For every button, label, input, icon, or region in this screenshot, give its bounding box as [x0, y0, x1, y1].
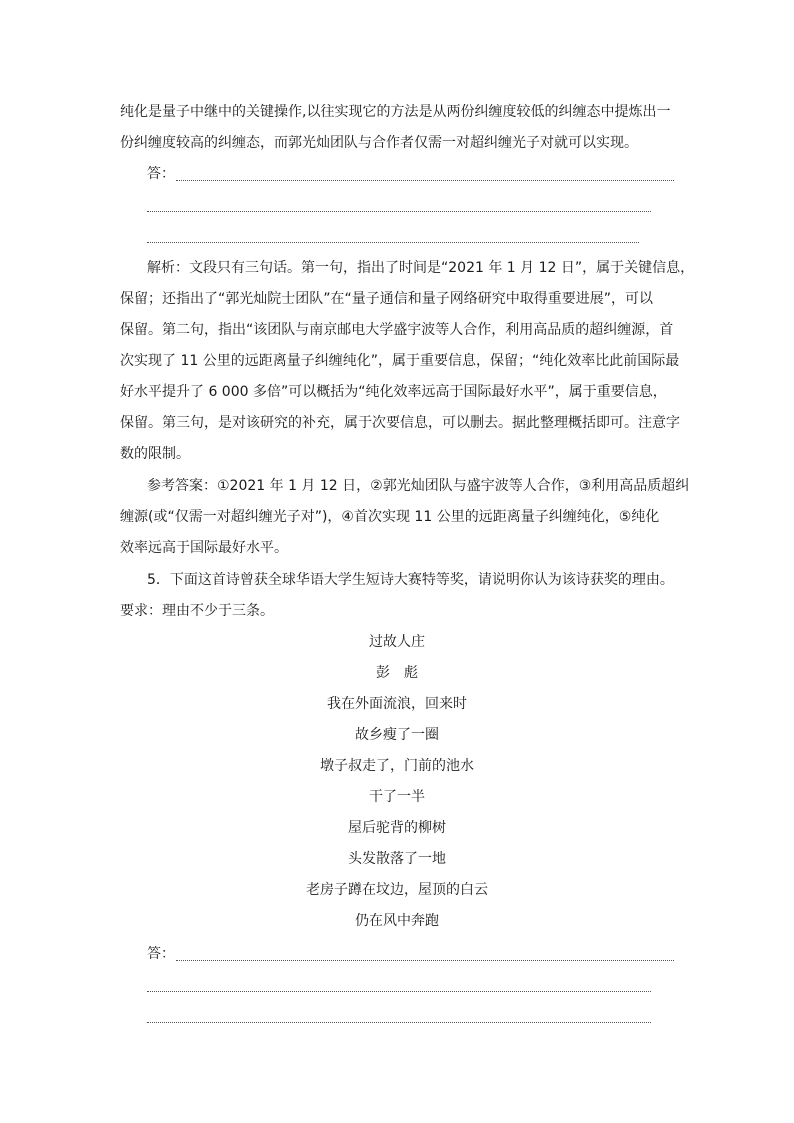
passage-line-1: 纯化是量子中继中的关键操作,以往实现它的方法是从两份纠缠度较低的纠缠态中提炼出一	[120, 104, 671, 120]
analysis-line: 保留。第三句，是对该研究的补充，属于次要信息，可以删去。据此整理概括即可。注意字	[120, 415, 680, 431]
reference-answer-line: 参考答案：①2021 年 1 月 12 日，②郭光灿团队与盛宇波等人合作，③利用高品质超纠	[147, 478, 690, 494]
poem-line: 我在外面流浪，回来时	[327, 696, 467, 712]
answer-label: 答：	[147, 946, 175, 962]
answer-line[interactable]	[176, 960, 674, 961]
answer-line[interactable]	[147, 242, 639, 243]
analysis-line: 保留；还指出了“郭光灿院士团队”在“量子通信和量子网络研究中取得重要进展”，可以	[120, 291, 654, 307]
answer-line[interactable]	[147, 1022, 651, 1023]
analysis-line: 保留。第二句，指出“该团队与南京邮电大学盛宇波等人合作，利用高品质的超纠缠源，首	[120, 322, 674, 338]
poem-line: 老房子蹲在坟边，屋顶的白云	[306, 882, 488, 898]
answer-label: 答：	[147, 166, 175, 182]
reference-answer-line: 效率远高于国际最好水平。	[120, 540, 288, 556]
answer-line[interactable]	[176, 180, 674, 181]
analysis-line: 次实现了 11 公里的远距离量子纠缠纯化”，属于重要信息，保留；“纯化效率比此前国际最	[120, 353, 680, 369]
question-line: 要求：理由不少于三条。	[120, 603, 274, 619]
poem-line: 墩子叔走了，门前的池水	[320, 758, 474, 774]
answer-line[interactable]	[147, 211, 651, 212]
question-line: 5．下面这首诗曾获全球华语大学生短诗大赛特等奖，请说明你认为该诗获奖的理由。	[147, 572, 674, 588]
answer-line[interactable]	[147, 991, 651, 992]
poem-author: 彭 彪	[376, 665, 418, 681]
poem-line: 屋后驼背的柳树	[348, 820, 446, 836]
poem-line: 干了一半	[369, 789, 425, 805]
reference-answer-line: 缠源(或“仅需一对超纠缠光子对”)，④首次实现 11 公里的远距离量子纠缠纯化，⑤纯化	[120, 509, 660, 525]
analysis-line: 解析：文段只有三句话。第一句，指出了时间是“2021 年 1 月 12 日”，属于关键信息，	[147, 260, 695, 276]
analysis-line: 数的限制。	[120, 446, 190, 462]
poem-line: 头发散落了一地	[348, 851, 446, 867]
analysis-line: 好水平提升了 6 000 多倍”可以概括为“纯化效率远高于国际最好水平”，属于重要信息，	[120, 384, 667, 400]
poem-line: 仍在风中奔跑	[355, 913, 439, 929]
poem-line: 故乡瘦了一圈	[355, 727, 439, 743]
poem-title: 过故人庄	[369, 634, 425, 650]
passage-line-2: 份纠缠度较高的纠缠态，而郭光灿团队与合作者仅需一对超纠缠光子对就可以实现。	[120, 135, 638, 151]
